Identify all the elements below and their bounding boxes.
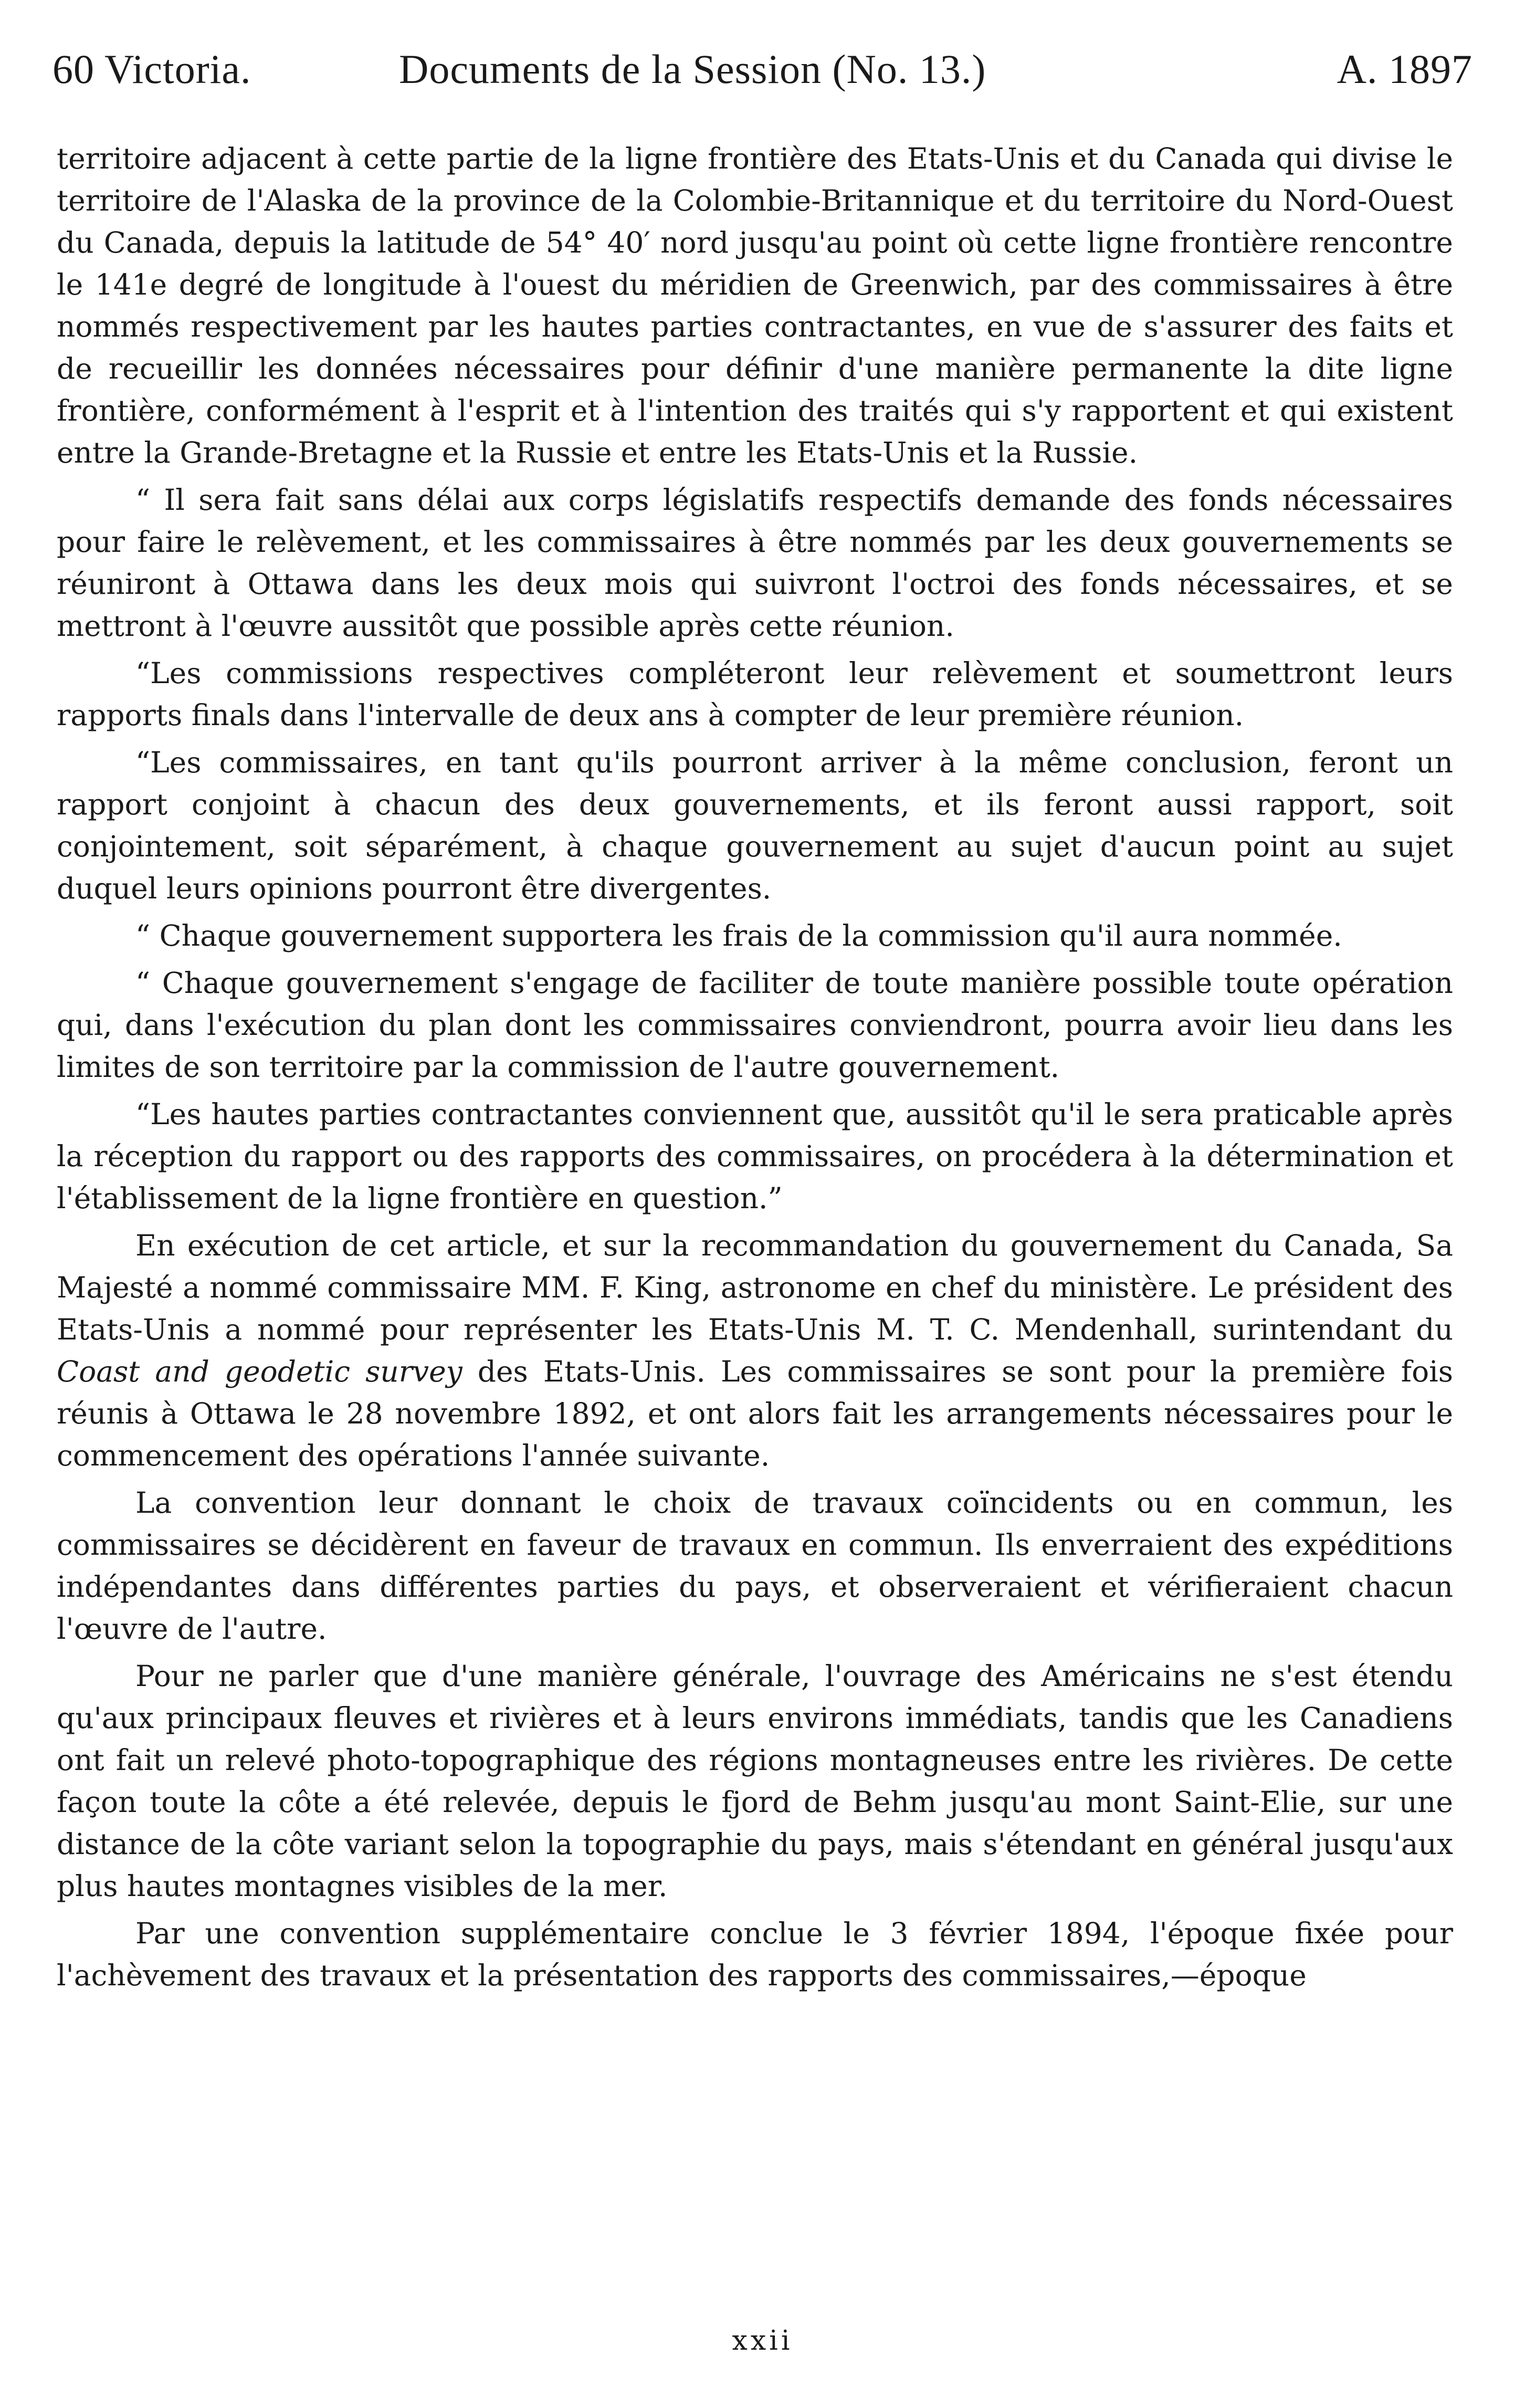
paragraph-8-italic: Coast and geodetic survey <box>57 1355 462 1388</box>
header-volume: 60 Victoria. <box>52 46 251 92</box>
paragraph-9: La convention leur donnant le choix de travaux coïncidents ou en commun, les commissaires se décidèrent en faveur de travaux en commun. Ils enverraient des expéditions indépendantes dans différentes parties du pays, et observeraient et vérifieraient chacun l'œuvre de l'autre. <box>57 1486 1453 1646</box>
header-title: Documents de la Session (No. 13.) <box>399 46 986 92</box>
page-header <box>52 38 1473 101</box>
paragraph-10: Pour ne parler que d'une manière générale, l'ouvrage des Américains ne s'est étendu qu'aux principaux fleuves et rivières et à leurs environs immédiats, tandis que les Canadiens ont fait un relevé photo-topographique des régions montagneuses entre les rivières. De cette façon toute la côte a été relevée, depuis le fjord de Behm jusqu'au mont Saint-Elie, sur une distance de la côte variant selon la topographie du pays, mais s'étendant en général jusqu'aux plus hautes montagnes visibles de la mer. <box>57 1659 1453 1903</box>
paragraph-6: “ Chaque gouvernement s'engage de faciliter de toute manière possible toute opération qui, dans l'exécution du plan dont les commissaires conviendront, pourra avoir lieu dans les limites de son territoire par la commission de l'autre gouvernement. <box>57 966 1453 1084</box>
paragraph-3: “Les commissions respectives compléteront leur relèvement et soumettront leurs rapports finals dans l'intervalle de deux ans à compter de leur première réunion. <box>57 656 1453 732</box>
paragraph-8 <box>57 1224 1453 1477</box>
paragraph-7: “Les hautes parties contractantes conviennent que, aussitôt qu'il le sera praticable après la réception du rapport ou des rapports des commissaires, on procédera à la détermination et l'établissement de la ligne frontière en question.” <box>57 1097 1453 1215</box>
paragraph-2: “ Il sera fait sans délai aux corps législatifs respectifs demande des fonds nécessaires pour faire le relèvement, et les commissaires à être nommés par les deux gouvernements se réuniront à Ottawa dans les deux mois qui suivront l'octroi des fonds nécessaires, et se mettront à l'œuvre aussitôt que possible après cette réunion. <box>57 483 1453 643</box>
page-number: xxii <box>732 2325 793 2357</box>
paragraph-1: territoire adjacent à cette partie de la ligne frontière des Etats-Unis et du Canada qui divise le territoire de l'Alaska de la province de la Colombie-Britannique et du territoire du Nord-Ouest du Canada, depuis la latitude de 54° 40′ nord jusqu'au point où cette ligne frontière rencontre le 141e degré de longitude à l'ouest du méridien de Greenwich, par des commissaires à être nommés respectivement par les hautes parties contractantes, en vue de s'assurer des faits et de recueillir les données nécessaires pour définir d'une manière permanente la dite ligne frontière, conformément à l'esprit et à l'intention des traités qui s'y rapportent et qui existent entre la Grande-Bretagne et la Russie et entre les Etats-Unis et la Russie. <box>57 142 1453 469</box>
paragraph-5: “ Chaque gouvernement supportera les frais de la commission qu'il aura nommée. <box>135 919 1342 952</box>
header-year: A. 1897 <box>1337 46 1473 92</box>
paragraph-8-text-a: En exécution de cet article, et sur la recommandation du gouvernement du Canada, Sa Majesté a nommé commissaire MM. F. King, astronome en chef du ministère. Le président des Etats-Unis a nommé pour représenter les Etats-Unis M. T. C. Mendenhall, surintendant du <box>57 1229 1453 1346</box>
body-text <box>57 138 1453 2002</box>
paragraph-11: Par une convention supplémentaire conclue le 3 février 1894, l'époque fixée pour l'achèvement des travaux et la présentation des rapports des commissaires,—époque <box>57 1917 1453 1992</box>
paragraph-4: “Les commissaires, en tant qu'ils pourront arriver à la même conclusion, feront un rapport conjoint à chacun des deux gouvernements, et ils feront aussi rapport, soit conjointement, soit séparément, à chaque gouvernement au sujet d'aucun point au sujet duquel leurs opinions pourront être divergentes. <box>57 746 1453 905</box>
paragraph-8-text-b: des Etats-Unis. Les commissaires se sont pour la première fois réunis à Ottawa le 28 novembre 1892, et ont alors fait les arrangements nécessaires pour le commencement des opérations l'année suivante. <box>57 1355 1453 1472</box>
